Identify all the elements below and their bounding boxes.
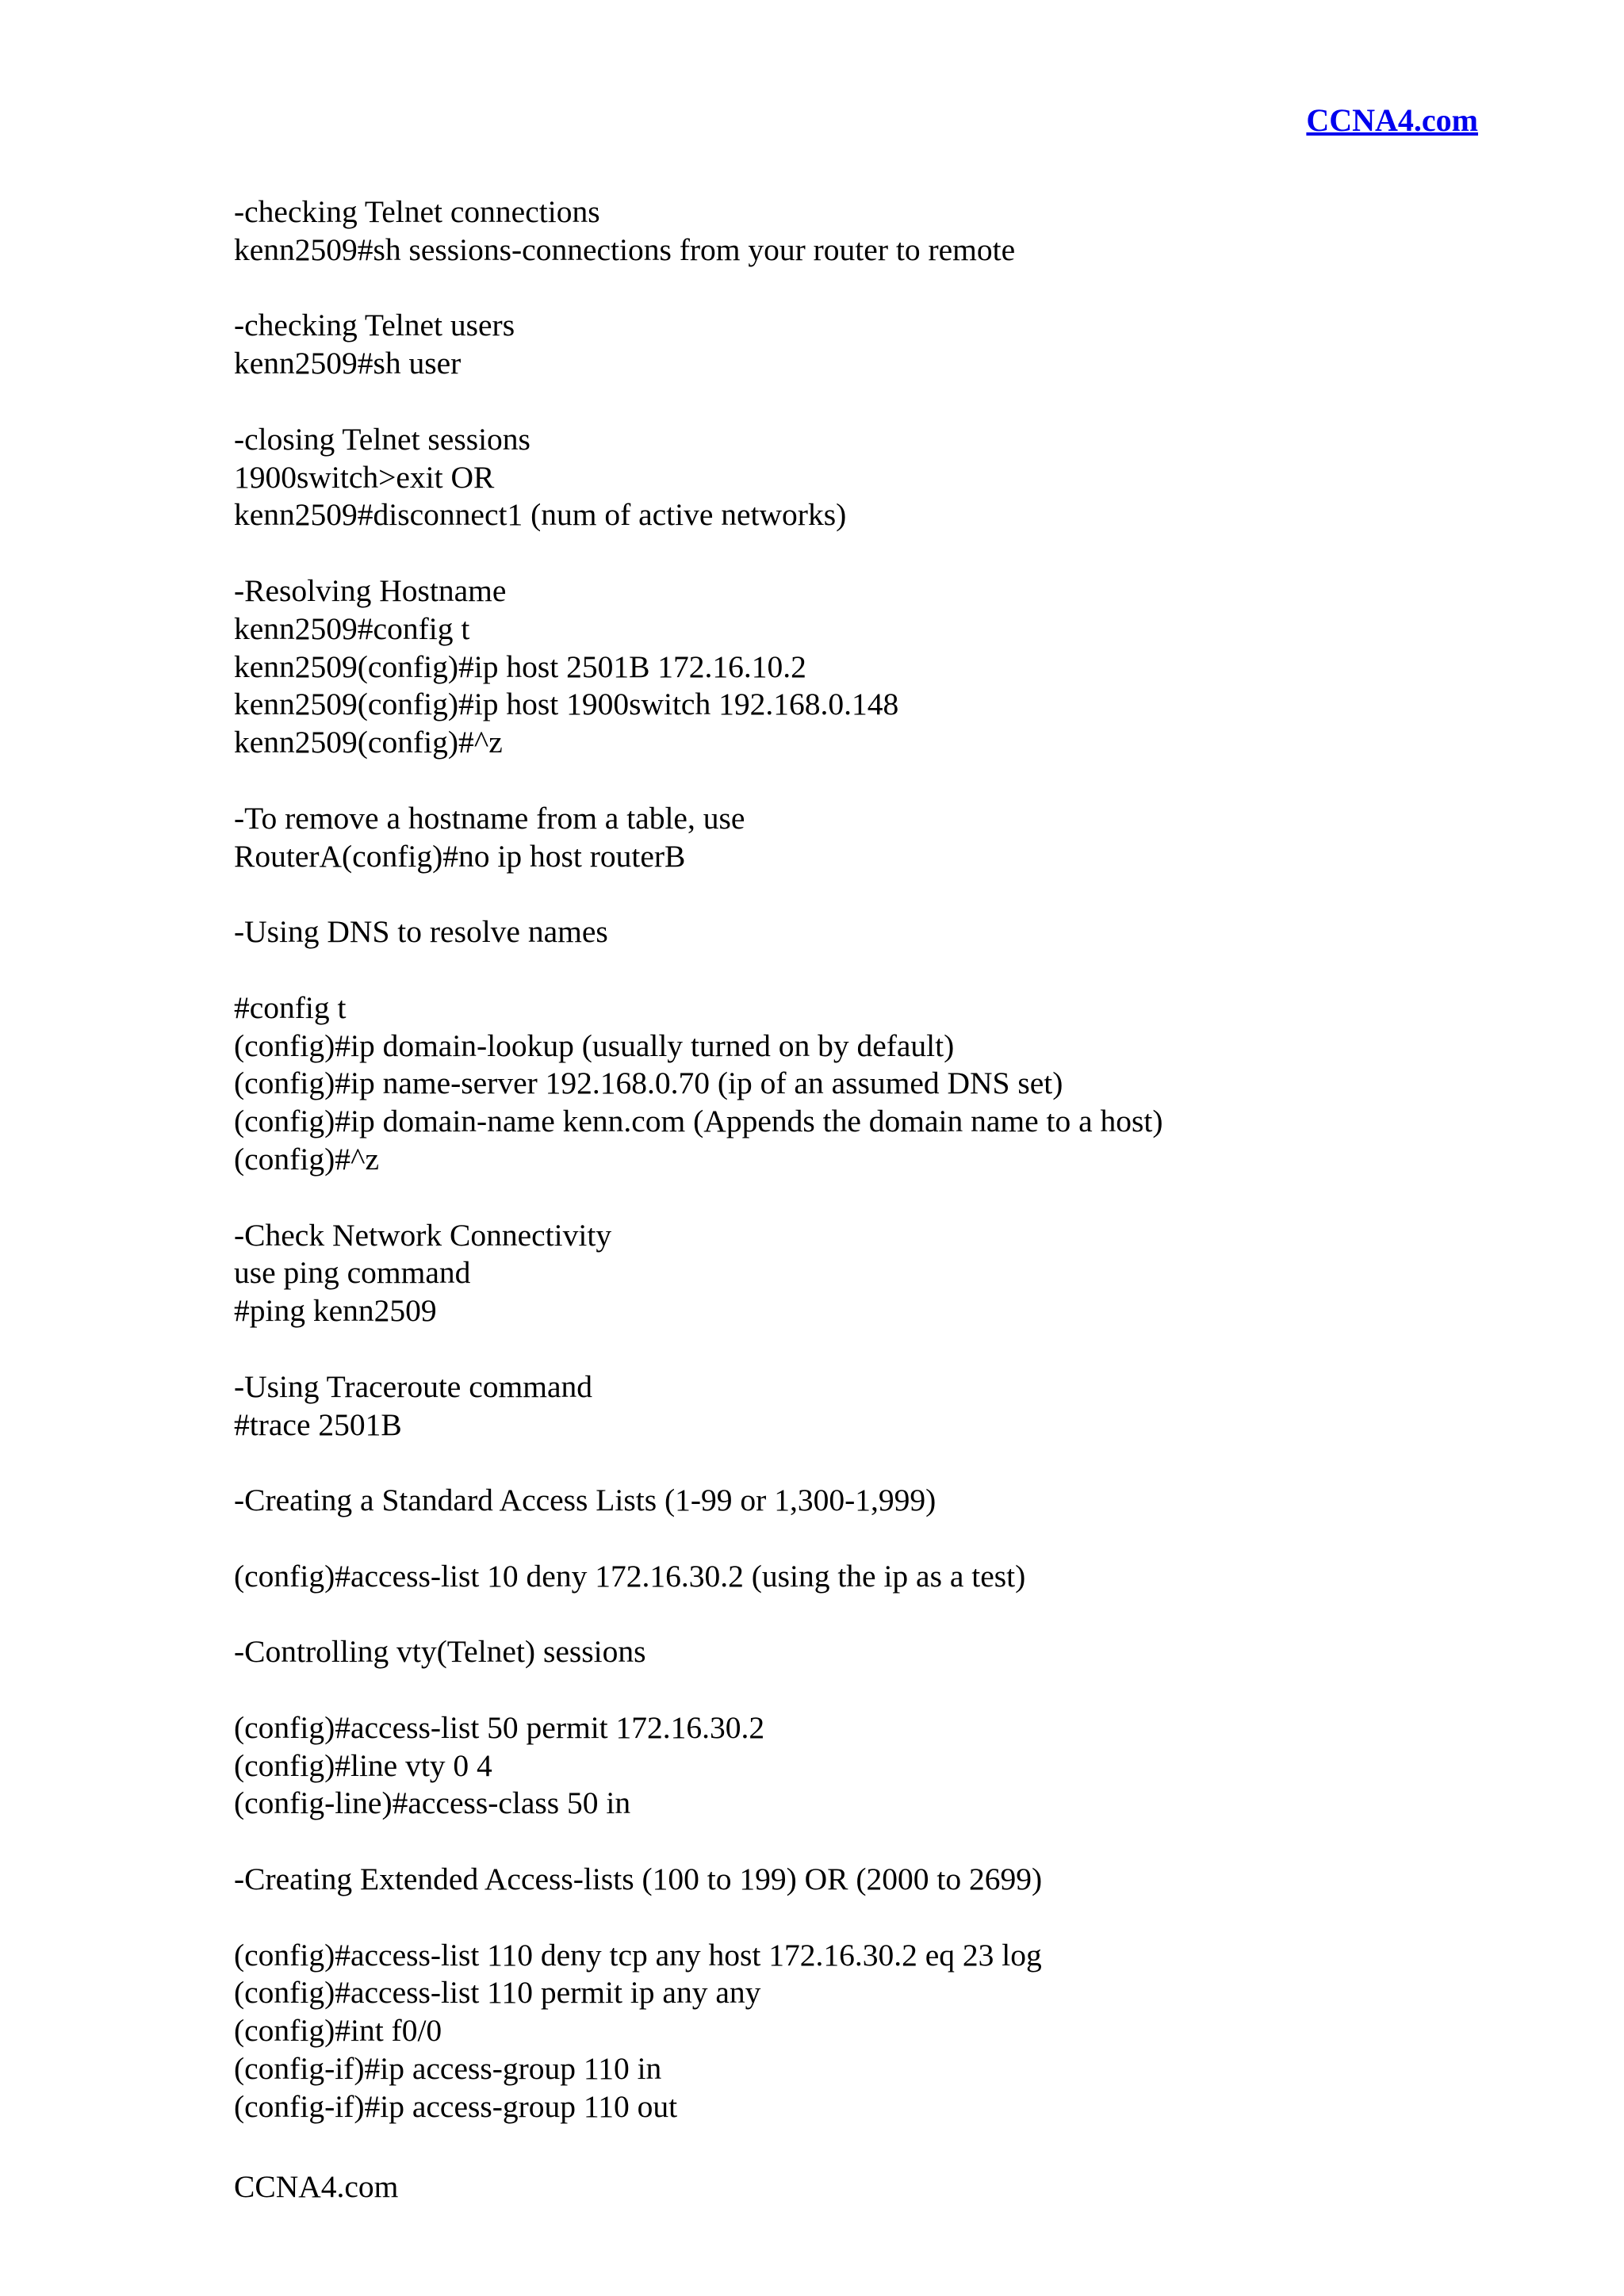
section-heading: -Resolving Hostname (234, 572, 507, 608)
command-line: #ping kenn2509 (234, 1293, 437, 1329)
command-line: (config)#access-list 110 permit ip any any (234, 1975, 761, 2011)
section-heading: -Controlling vty(Telnet) sessions (234, 1634, 646, 1670)
command-line: (config-if)#ip access-group 110 in (234, 2051, 662, 2087)
command-line: (config)#ip domain-name kenn.com (Appends the domain name to a host) (234, 1104, 1163, 1139)
blank-line (234, 1899, 1503, 1937)
blank-line (234, 1671, 1503, 1709)
command-line: #config t (234, 989, 347, 1025)
section-heading: -Creating a Standard Access Lists (1-99 or 1,300-1,999) (234, 1483, 936, 1518)
footer-site-text: CCNA4.com (234, 2169, 399, 2204)
command-line: (config)#access-list 110 deny tcp any host 172.16.30.2 eq 23 log (234, 1937, 1042, 1973)
command-line: 1900switch>exit OR (234, 459, 495, 495)
command-line: kenn2509#sh user (234, 346, 462, 381)
blank-line (234, 1520, 1503, 1558)
blank-line (234, 1444, 1503, 1482)
command-line: (config)#access-list 10 deny 172.16.30.2 (using the ip as a test) (234, 1558, 1026, 1594)
command-line: kenn2509(config)#^z (234, 725, 503, 760)
command-line: kenn2509(config)#ip host 1900switch 192.168.0.148 (234, 687, 899, 722)
command-line: (config-if)#ip access-group 110 out (234, 2088, 678, 2124)
command-line: kenn2509#disconnect1 (num of active networks) (234, 497, 847, 533)
section-heading: -checking Telnet users (234, 308, 515, 343)
command-line: (config)#int f0/0 (234, 2013, 442, 2049)
command-line: (config)#line vty 0 4 (234, 1747, 492, 1783)
blank-line (234, 383, 1503, 421)
section-heading: -checking Telnet connections (234, 194, 600, 229)
command-line: kenn2509(config)#ip host 2501B 172.16.10.2 (234, 649, 806, 684)
command-line: kenn2509#config t (234, 610, 470, 646)
blank-line (234, 1330, 1503, 1368)
header-site-link[interactable]: CCNA4.com (1306, 102, 1478, 138)
blank-line (234, 270, 1503, 308)
section-heading: -Using Traceroute command (234, 1368, 592, 1404)
command-line: (config)#^z (234, 1141, 380, 1177)
section-heading: -closing Telnet sessions (234, 421, 530, 457)
blank-line (234, 875, 1503, 913)
blank-line (234, 1823, 1503, 1861)
section-heading: -Check Network Connectivity (234, 1217, 612, 1253)
blank-line (234, 534, 1503, 572)
command-line: kenn2509#sh sessions-connections from your router to remote (234, 232, 1016, 267)
blank-line (234, 1179, 1503, 1217)
command-line: use ping command (234, 1255, 471, 1291)
command-line: #trace 2501B (234, 1406, 402, 1442)
command-line: (config-line)#access-class 50 in (234, 1785, 631, 1821)
blank-line (234, 762, 1503, 800)
section-heading: -Creating Extended Access-lists (100 to 199) OR (2000 to 2699) (234, 1862, 1043, 1897)
command-line: (config)#ip domain-lookup (usually turned on by default) (234, 1027, 955, 1063)
document-body (234, 193, 1503, 2126)
section-heading: -Using DNS to resolve names (234, 914, 608, 950)
command-line: (config)#ip name-server 192.168.0.70 (ip of an assumed DNS set) (234, 1066, 1063, 1101)
section-heading: -To remove a hostname from a table, use (234, 800, 745, 836)
command-line: (config)#access-list 50 permit 172.16.30.2 (234, 1709, 765, 1745)
blank-line (234, 951, 1503, 989)
command-line: RouterA(config)#no ip host routerB (234, 838, 686, 874)
blank-line (234, 1595, 1503, 1633)
